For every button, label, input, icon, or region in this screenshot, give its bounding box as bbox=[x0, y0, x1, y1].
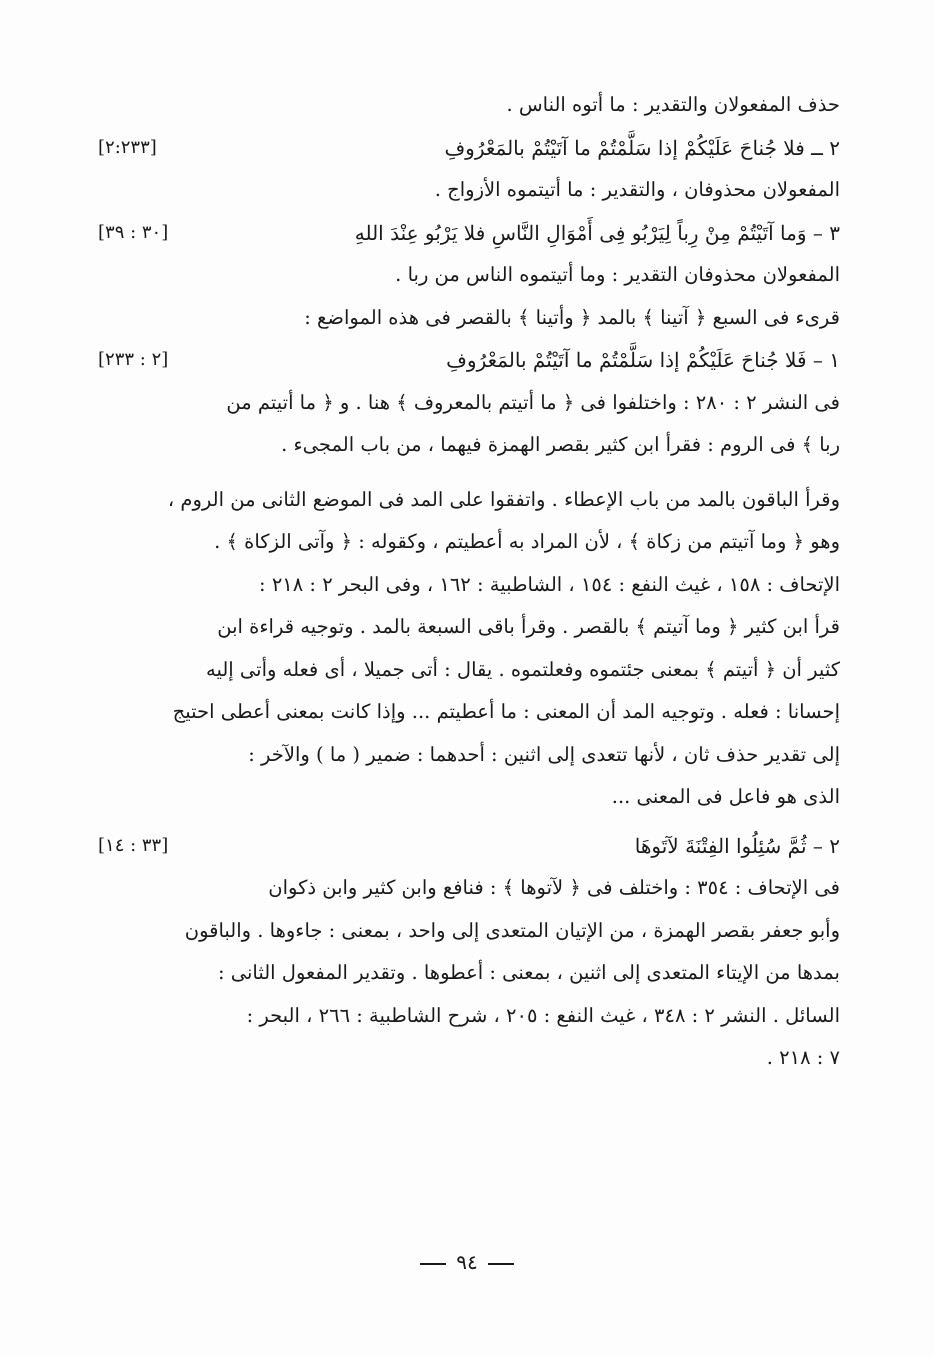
quran-verse-line bbox=[98, 127, 840, 170]
text-line: إلى تقدير حذف ثان ، لأنها تتعدى إلى اثنين : أحدهما : ضمير ( ما ) والآخر : bbox=[248, 742, 840, 766]
verse-text: ٣ – وَما آتَيْتُمْ مِنْ رِباً لِيَرْبُو فِى أَمْوَالِ النَّاسِ فلا يَرْبُو عِنْدَ اللهِ bbox=[354, 220, 840, 245]
page-number-dash bbox=[420, 1263, 446, 1265]
text-line: بمدها من الإيتاء المتعدى إلى اثنين ، بمعنى : أعطوها . وتقدير المفعول الثانى : bbox=[217, 961, 840, 984]
text-line: المفعولان محذوفان ، والتقدير : ما أتيتموه الأزواج . bbox=[434, 178, 840, 201]
main-text bbox=[98, 84, 840, 1080]
text-line: السائل . النشر ٢ : ٣٤٨ ، غيث النفع : ٢٠٥ ، شرح الشاطبية : ٢٦٦ ، البحر : bbox=[246, 1003, 840, 1027]
quran-verse-line bbox=[98, 825, 840, 868]
text-line: فى الإتحاف : ٣٥٤ : واختلف فى ﴿ لآتوها ﴾ : فنافع وابن كثير وابن ذكوان bbox=[268, 876, 840, 899]
text-line: المفعولان محذوفان التقدير : وما أتيتموه الناس من ربا . bbox=[395, 263, 840, 286]
page-number-value: ٩٤ bbox=[456, 1250, 478, 1274]
text-line: كثير أن ﴿ أتيتم ﴾ بمعنى جئتموه وفعلتموه . يقال : أتى جميلا ، أى فعله وأتى إليه bbox=[206, 657, 840, 681]
text-line: الذى هو فاعل فى المعنى ... bbox=[611, 785, 840, 808]
verse-text: ٢ ــ فلا جُناحَ عَلَيْكُمْ إذا سَلَّمْتُمْ ما آتَيْتُمْ بالمَعْرُوفِ bbox=[444, 135, 840, 160]
text-line: إحسانا : فعله . وتوجيه المد أن المعنى : ما أعطيتم ... وإذا كانت بمعنى أعطى احتيج bbox=[172, 700, 840, 723]
verse-reference: [٢ : ٢٣٣] bbox=[98, 349, 169, 370]
page-number bbox=[0, 1250, 934, 1274]
text-line: وقرأ الباقون بالمد من باب الإعطاء . واتفقوا على المد فى الموضع الثانى من الروم ، bbox=[167, 487, 840, 511]
quran-verse-line bbox=[98, 339, 840, 382]
text-line: قرأ ابن كثير ﴿ وما آتيتم ﴾ بالقصر . وقرأ باقى السبعة بالمد . وتوجيه قراءة ابن bbox=[217, 615, 840, 638]
text-line: وأبو جعفر بقصر الهمزة ، من الإتيان المتعدى إلى واحد ، بمعنى : جاءوها . والباقون bbox=[184, 918, 840, 942]
verse-reference: [٢:٢٣٣] bbox=[98, 136, 157, 158]
text-line: ٧ : ٢١٨ . bbox=[766, 1046, 840, 1069]
text-line: ربا ﴾ فى الروم : فقرأ ابن كثير بقصر الهمزة فيهما ، من باب المجىء . bbox=[281, 433, 840, 456]
text-line: فى النشر ٢ : ٢٨٠ : واختلفوا فى ﴿ ما أتيتم بالمعروف ﴾ هنا . و ﴿ ما أتيتم من bbox=[226, 390, 840, 414]
quran-verse-line bbox=[98, 212, 840, 255]
verse-text: ٢ – ثُمَّ سُئِلُوا الفِتْنَةَ لآتَوهَا bbox=[634, 833, 840, 858]
verse-reference: [٣٠ : ٣٩] bbox=[98, 221, 169, 243]
verse-text: ١ – فَلا جُناحَ عَلَيْكُمْ إذا سَلَّمْتُمْ ما آتَيْتُمْ بالمَعْرُوفِ bbox=[446, 348, 840, 372]
text-line: حذف المفعولان والتقدير : ما أتوه الناس . bbox=[506, 93, 840, 116]
text-line: الإتحاف : ١٥٨ ، غيث النفع : ١٥٤ ، الشاطبية : ١٦٢ ، وفى البحر ٢ : ٢١٨ : bbox=[259, 572, 840, 596]
page-number-dash bbox=[488, 1263, 514, 1265]
text-line: وهو ﴿ وما آتيتم من زكاة ﴾ ، لأن المراد به أعطيتم ، وكقوله : ﴿ وآتى الزكاة ﴾ . bbox=[214, 530, 840, 553]
verse-reference: [٣٣ : ١٤] bbox=[98, 834, 169, 856]
text-line: قرىء فى السبع ﴿ آتينا ﴾ بالمد ﴿ وأتينا ﴾ بالقصر فى هذه المواضع : bbox=[304, 305, 840, 329]
